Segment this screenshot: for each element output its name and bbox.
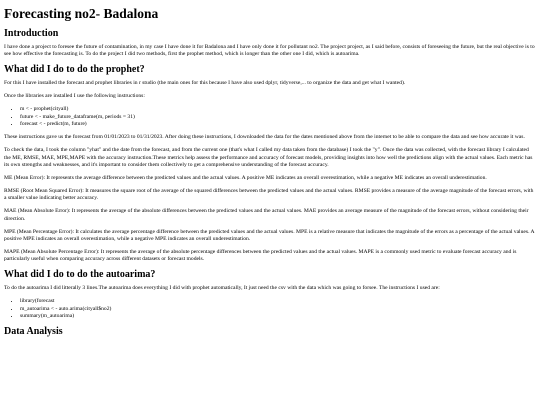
autoarima-paragraph: To do the autoarima I did litterally 3 lines.The autoarima does everything I did with prophet automatically, It just need the csv with the data which was going to forsee. The instructions I used are: (4, 285, 440, 292)
code-line: • library(forecast (20, 298, 536, 305)
autoarima-heading: What did I do to do the autoarima? (4, 269, 156, 281)
metric-mpe-paragraph: MPE (Mean Percentage Error): It calculates the average percentage difference between the predicted values and the actual values. MPE is a relative measure that indicates the magnitude of the errors as a percentage of the actual values. A positive MPE indicates an overall overestimation, while a negative MPE indicates an overall underestimation. (4, 228, 535, 242)
code-line: • forecast < - predict(m, future) (20, 121, 536, 128)
intro-heading: Introduction (4, 27, 59, 39)
prophet-heading: What did I do to do the prophet? (4, 64, 145, 76)
code-line: • future < - make_future_dataframe(m, periods = 31) (20, 114, 536, 121)
prophet-paragraph: These instructions gave us the forecast from 01/01/2023 to 01/31/2023. After doing these instructions, I downloaded the data for the dates mentioned above from the internet to be able to compare the data and see how accurate it was. (4, 134, 525, 141)
metric-mae-paragraph: MAE (Mean Absolute Error): It represents the average of the absolute differences between the predicted values and the actual values. MAE provides an average measure of the magnitude of the forecast errors, without considering their direction. (4, 208, 529, 222)
prophet-paragraph: To check the data, I took the column "yhat" and the date from the forecast, and from the current one (that's what I called my data taken from the database) I took the "y". Once the data was collected, with the forecast library I calculated the ME, RMSE, MAE, MPE,MAPE with the accuracy instruction.These metrics help assess the performance and accuracy of forecast models, providing insights into how well the predictions align with the actual values. Each metric has its own strengths and weaknesses, and it's important to consider them collectively to get a comprehensive understanding of the forecast accuracy. (4, 147, 533, 168)
prophet-code-list (4, 106, 536, 128)
prophet-paragraph: Once the libraries are installed I use the following instructions: (4, 93, 145, 100)
code-line: • m < - prophet(cityall) (20, 106, 536, 113)
metric-me-paragraph: ME (Mean Error): It represents the average difference between the predicted values and the actual values. A positive ME indicates an overall overestimation, while a negative ME indicates an overall underestimation. (4, 174, 487, 181)
autoarima-code-list (4, 298, 536, 320)
analysis-heading: Data Analysis (4, 326, 63, 338)
metric-rmse-paragraph: RMSE (Root Mean Squared Error): It measures the square root of the average of the squared differences between the predicted values and the actual values. RMSE provides a measure of the average magnitude of the forecast errors, with a smaller value indicating better accuracy. (4, 188, 534, 202)
code-line: • m_autoarima < - auto.arima(cityall$no2) (20, 306, 536, 313)
code-line: • summary(m_autoarima) (20, 313, 536, 320)
prophet-paragraph: For this I have installed the forecast and prophet libraries in r studio (the main ones for this because I have also used dplyr, tidyverse,... to organize the data and get what I wanted). (4, 80, 406, 87)
metric-mape-paragraph: MAPE (Mean Absolute Percentage Error): It represents the average of the absolute percentage differences between the predicted values and the actual values. MAPE is a commonly used metric to evaluate forecast accuracy and is particularly useful when comparing accuracy across different datasets or forecast models. (4, 248, 517, 263)
document-page (0, 7, 540, 337)
intro-paragraph: I have done a project to foresee the future of contamination, in my case I have done it for Badalona and I have only done it for pollutant no2. The project project, as I said before, consists of foreseeing the future, but the real objective is to see how effective the forecasting is. To do the project I did two methods, first the prophet method, which is longer than the other one I did, which is autoarima. (4, 43, 535, 57)
page-title: Forecasting no2- Badalona (4, 6, 159, 21)
